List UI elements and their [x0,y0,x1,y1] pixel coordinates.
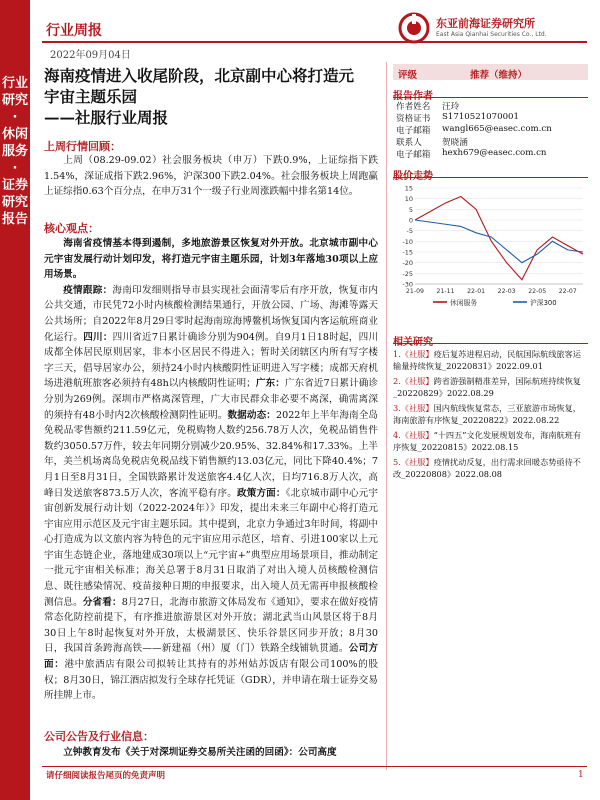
sidebar-line: · [12,110,18,125]
analyst-key: 资格证书 [396,114,431,124]
related-list [393,348,588,483]
chart-ytick-label: 10 [404,195,413,204]
chart-ytick-label: -15 [402,248,413,257]
analyst-key: 电子邮箱 [396,150,431,160]
label-company: 公司方面： [44,643,379,671]
company-logo-icon [398,12,430,44]
review-paragraph [44,153,378,200]
authors-heading-rule [393,97,588,98]
sidebar-line: · [12,161,18,176]
text-company: 港中旅酒店有限公司拟转让其持有的苏州姑苏饭店有限公司100%的股权；8月30日，锦江酒店拟发行全球存托凭证（GDR），并申请在瑞士证券交易所挂牌上市。 [44,659,378,702]
chart-legend-label: 沪深300 [530,299,557,307]
related-source: 3.《社服】 [393,403,434,413]
chart-ytick-label: -30 [402,280,413,289]
chart-ytick-label: -20 [402,259,413,268]
analyst-key: 电子邮箱 [396,126,431,136]
core-lead: 海南省疫情基本得到遏制，多地旅游景区恢复对外开放。北京城市副中心元宇宙发展行动计划印发，将打造元宇宙主题乐园，计划3年落地30项以上应用场景。 [44,238,378,281]
report-date: 2022年09月04日 [50,50,131,61]
chart-ytick-label: 5 [408,205,413,214]
analyst-row [396,112,586,124]
price-chart [393,184,588,312]
label-sichuan: 四川： [83,331,113,343]
related-source: 5.《社服】 [393,457,434,467]
analyst-email-link[interactable]: wangl665@easec.com.cn [442,124,552,134]
analyst-row [396,100,586,112]
analyst-value: 贺晓涵 [442,138,468,148]
chart-xtick-label: 21-11 [436,288,455,295]
brand-name-en: East Asia Qianhai Securities Co., Ltd. [436,31,547,38]
label-policy: 政策方面： [237,487,286,499]
chart-xtick-label: 21-09 [406,288,424,295]
sidebar-line: 行业研究 [1,76,28,108]
header-divider [42,41,587,43]
related-source: 4.《社服】 [393,430,434,440]
brand-name-cn: 东亚前海证券研究所 [436,17,535,30]
report-type: 行业周报 [46,23,102,39]
title-line: 宇宙主题乐园 [44,87,138,106]
core-body [44,236,378,704]
related-heading [393,330,588,344]
related-source: 1.《社服】 [393,349,434,359]
review-text: 上周（08.29-09.02）社会服务板块（申万）下跌0.9%，上证综指下跌1.54%，深证成指下跌2.96%，沪深300下跌2.04%。社会服务板块上周跑赢上证综指0.63个百分点，在申万31个一级子行业周涨跌幅中排名第14位。 [44,155,378,198]
sidebar-label [0,75,30,228]
label-province: 分省看： [82,596,122,608]
analyst-row [396,124,586,136]
analyst-row [396,136,586,148]
related-text: 国内航线恢复常态，三亚旅游市场恢复，海南旅游有序恢复_20220822》2022.08.22 [393,403,581,425]
announcements-body [44,745,378,761]
label-guangdong: 广东： [255,378,285,390]
authors-heading [393,84,588,98]
text-epidemic: 海南印发细则指导市县实现社会面清零后有序开放，恢复市内公共交通，市民凭72小时内核酸检测结果通行，开放公园、广场、海滩等露天公共场所；自2022年8月29日零时起海南琼海博鳌机场恢复国内客运航班商业化运行。 [44,284,379,343]
price-chart-heading [393,164,588,178]
related-text: 疫后复苏进程启动，民航国际航线旅客运输量持续恢复_20220831》2022.09.01 [393,349,581,371]
core-paragraph [44,283,378,704]
title-subline: ——社服行业周报 [44,108,169,127]
related-source: 2.《社服】 [393,376,434,386]
sidebar-band [0,0,30,800]
announcements-heading: 公司公告及行业信息： [44,730,154,743]
chart-ytick-label: 15 [404,184,413,193]
related-item[interactable] [393,402,588,426]
report-title [44,65,384,128]
chart-legend-label: 休闲服务 [450,299,478,307]
sidebar-line: 证券研究报告 [1,178,28,227]
sidebar-line: 休闲服务 [1,127,28,159]
rating-value: 推荐（维持） [470,70,528,81]
chart-ytick-label: -25 [402,269,413,278]
analyst-key: 作者姓名 [396,102,431,112]
column-divider [386,62,387,770]
price-chart-heading-rule [393,177,588,178]
chart-xtick-label: 22-03 [497,288,516,295]
footer-divider [42,766,587,767]
footer-disclaimer: 请仔细阅读报告尾页的免责声明 [46,771,166,781]
text-policy: 《北京城市副中心元宇宙创新发展行动计划（2022-2024年）》印发，提出未来三年副中心将打造元宇宙应用示范区及元宇宙主题乐园。其中提到，北京力争通过3年时间，将副中心打造成为以文旅内容为特色的元宇宙应用示范区，培育、引进100家以上元宇宙生态链企业，落地建成30项以上“元宇宙+”典型应用场景项目，推动制定一批元宇宙相关标准；海关总署于8月31日取消了对出入境人员核酸检测信息、既往感染情况、疫苗接种日期的申报要求，出入境人员无需再申报核酸检测信息。 [44,487,379,608]
analyst-email-link[interactable]: hexh679@easec.com.cn [442,148,547,158]
label-epidemic: 疫情跟踪： [63,284,113,296]
related-item[interactable] [393,348,588,372]
announcements-text: 立钟教育发布《关于对深圳证券交易所关注函的回函》：公司高度 [63,747,337,758]
review-heading: 上周行情回顾： [44,140,121,153]
page-number: 1 [578,770,584,780]
analyst-row [396,148,586,160]
analyst-value: S1710521070001 [442,112,519,122]
related-item[interactable] [393,429,588,453]
chart-series-line [415,197,583,280]
related-heading-rule [393,343,588,344]
rating-label: 评级 [398,70,418,81]
related-text: “十四五”文化发展规划发布，海南航班有序恢复_20220815》2022.08.15 [393,430,582,452]
chart-ytick-label: -10 [402,237,413,246]
chart-ytick-label: 0 [408,216,413,225]
related-text: 跨省游强制精准差异，国际航班持续恢复_20220829》2022.08.29 [393,376,581,398]
text-guangdong: 广东省近7日累计确诊分别为269例。深圳市严格离深管理，广大市民群众非必要不离深，确需离深的须持有48小时内2次核酸检测阴性证明。 [44,378,379,421]
related-item[interactable] [393,456,588,480]
analyst-value: 汪玲 [442,102,460,112]
core-heading: 核心观点： [44,222,99,235]
chart-xtick-label: 22-01 [467,288,486,295]
text-province: 8月27日，北海市旅游文体局发布《通知》，要求在做好疫情常态化防控前提下，有序推进旅游景区对外开放；湖北武当山风景区将于8月30日上午8时起恢复对外开放，太极湖景区、快乐谷景区同步开放；8月30日，我国首条跨海高铁——新建福（州）厦（门）铁路全线铺轨贯通。 [44,596,379,655]
related-item[interactable] [393,375,588,399]
chart-ytick-label: -5 [406,227,413,236]
label-data: 数据动态： [227,409,276,421]
text-sichuan: 四川省近7日累计确诊分别为904例。自9月1日18时起，四川成都全体居民原则居家，非本小区居民不得进入；暂时关闭辖区内所有写字楼字三天，倡导居家办公，须持24小时内核酸阴性证明进入写字楼；成都天府机场进港航班旅客必须持有48h以内核酸阴性证明； [44,331,378,390]
analyst-key: 联系人 [396,138,422,148]
related-text: 疫情扰动反复，出行需求回暖态势亟待不改_20220808》2022.08.08 [393,457,581,479]
text-data: 2022年上半年海南全岛免税品零售额约211.59亿元，免税购物人数约256.78万人次，免税品销售件数约3050.57万件，较去年同期分别减少20.95%、32.84%和17.33%。上半年，美兰机场离岛免税店免税品线下销售额约13.03亿元，同比下降40.4%；7月1日至8月31日，全国铁路累计发送旅客4.4亿人次，日均716.8万人次，高峰日发送旅客873.5万人次，客流平稳有序。 [44,409,379,499]
chart-xtick-label: 22-05 [528,288,547,295]
chart-xtick-label: 22-07 [558,288,577,295]
title-line: 海南疫情进入收尾阶段，北京副中心将打造元 [44,66,355,85]
